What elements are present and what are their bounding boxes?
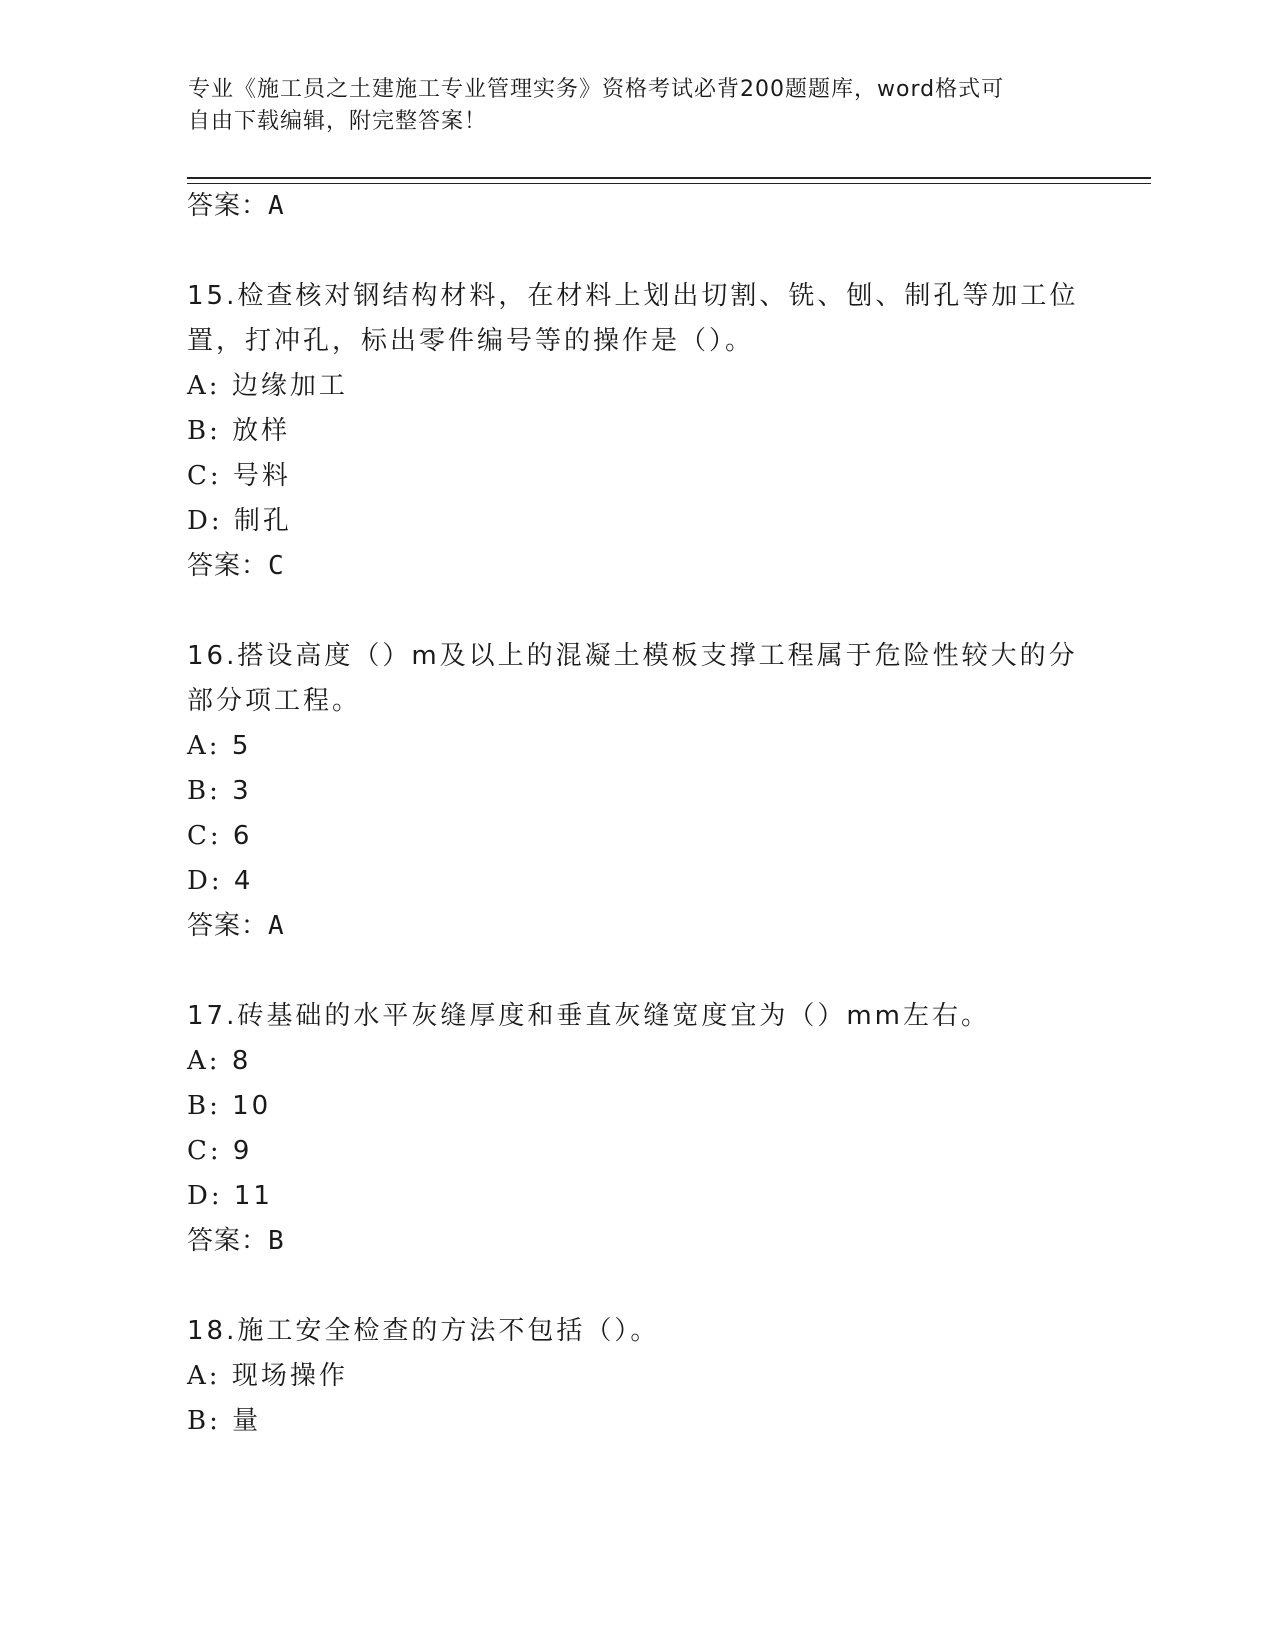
answer-prev [187,183,285,229]
option-key: B: [187,1406,221,1436]
answer-letter: A [268,911,285,941]
option-key: D: [187,506,223,536]
answer-label: 答案： [187,551,269,581]
q15-stem-line-1: 15.检查核对钢结构材料，在材料上划出切割、铣、刨、制孔等加工位 [187,281,1079,311]
option-text: 5 [231,731,252,761]
header-line-2: 自由下载编辑，附完整答案！ [188,109,488,134]
answer-letter: B [268,1226,285,1256]
option-key: A: [187,1046,221,1076]
q15-option-d [187,498,292,544]
answer-q15 [187,543,285,589]
option-text: 9 [232,1136,253,1166]
answer-label: 答案： [187,1226,269,1256]
answer-letter: A [268,191,285,221]
option-text: 4 [233,866,254,896]
option-text: 边缘加工 [231,371,348,401]
option-text: 制孔 [233,506,292,536]
option-key: B: [187,776,221,806]
document-header [188,74,1068,138]
q15-option-a [187,363,348,409]
q18-option-b [187,1398,261,1444]
option-text: 号料 [232,461,291,491]
q16-option-b [187,768,252,814]
option-text: 6 [232,821,253,851]
q16-stem-line-1: 16.搭设高度（）m及以上的混凝土模板支撑工程属于危险性较大的分 [187,641,1078,671]
option-key: B: [187,416,221,446]
option-key: A: [187,371,221,401]
q18-stem-line-1: 18.施工安全检查的方法不包括（）。 [187,1316,660,1346]
header-rule-thin [187,183,1151,184]
q16-stem-line-2: 部分项工程。 [187,686,362,716]
option-key: C: [187,461,222,491]
answer-q16 [187,903,285,949]
q16-option-a [187,723,251,769]
option-key: A: [187,731,221,761]
option-text: 10 [232,1091,272,1121]
q15-stem-line-2: 置，打冲孔，标出零件编号等的操作是（）。 [187,326,755,356]
q16-option-d [187,858,253,904]
q17-stem-line-1: 17.砖基础的水平灰缝厚度和垂直灰缝宽度宜为（）mm左右。 [187,1001,991,1031]
q16-option-c [187,813,252,859]
q18-option-a [187,1353,348,1399]
q17-option-d [187,1173,273,1219]
answer-q17 [187,1218,285,1264]
option-text: 量 [232,1406,262,1436]
q17-option-b [187,1083,271,1129]
option-text: 现场操作 [231,1361,348,1391]
option-key: A: [187,1361,221,1391]
option-key: B: [187,1091,221,1121]
option-text: 8 [231,1046,252,1076]
option-key: C: [187,1136,222,1166]
q17-option-a [187,1038,251,1084]
answer-letter: C [268,551,285,581]
q15-option-c [187,453,291,499]
q15-option-b [187,408,290,454]
option-text: 3 [232,776,252,806]
option-key: C: [187,821,222,851]
option-key: D: [187,1181,223,1211]
answer-label: 答案： [187,911,269,941]
option-text: 11 [233,1181,273,1211]
option-key: D: [187,866,223,896]
header-line-1: 专业《施工员之土建施工专业管理实务》资格考试必背200题题库，word格式可 [188,77,1005,102]
q17-option-c [187,1128,252,1174]
header-rule-thick [187,177,1151,179]
option-text: 放样 [232,416,291,446]
answer-label: 答案： [187,191,269,221]
